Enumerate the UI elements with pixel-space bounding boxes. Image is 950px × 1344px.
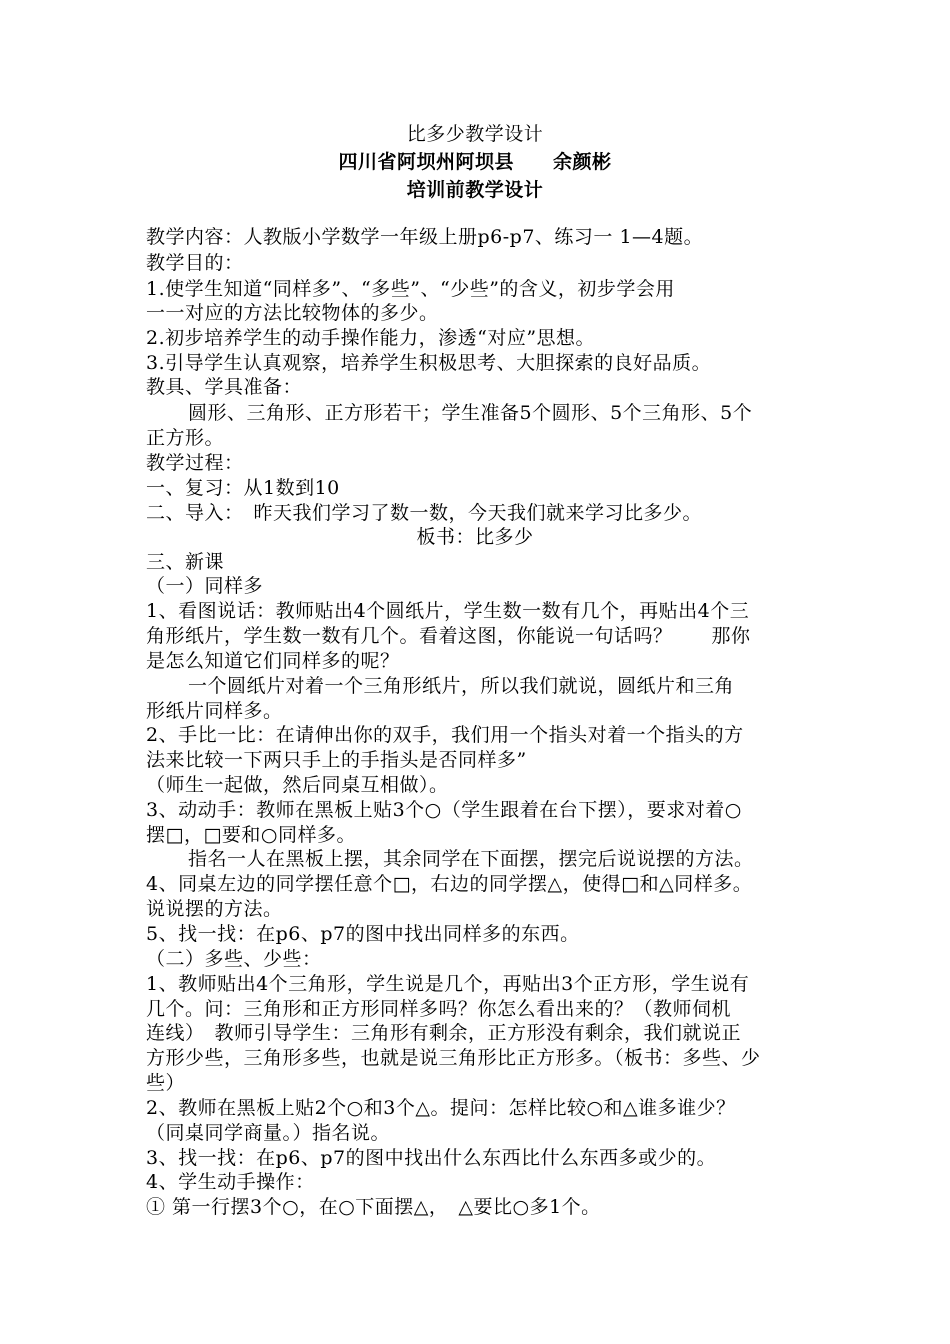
- author-line: 四川省阿坝州阿坝县 余颜彬: [338, 151, 612, 173]
- text-line: 3、找一找：在p6、p7的图中找出什么东西比什么东西多或少的。: [146, 1147, 717, 1169]
- text-line: （一）同样多: [146, 575, 264, 597]
- text-line: 连线） 教师引导学生：三角形有剩余，正方形没有剩余，我们就说正: [146, 1022, 742, 1044]
- text-line: 板书：比多少: [416, 526, 534, 548]
- text-line: 3、动动手：教师在黑板上贴3个○（学生跟着在台下摆），要求对着○: [146, 799, 742, 821]
- text-line: 圆形、三角形、正方形若干；学生准备5个圆形、5个三角形、5个: [188, 402, 753, 424]
- text-line: 一、复习：从1数到10: [146, 477, 340, 499]
- text-line: 法来比较一下两只手上的手指头是否同样多”: [146, 749, 527, 771]
- text-line: 5、找一找：在p6、p7的图中找出同样多的东西。: [146, 923, 580, 945]
- text-line: 3.引导学生认真观察，培养学生积极思考、大胆探索的良好品质。: [146, 352, 712, 374]
- text-line: 方形少些，三角形多些，也就是说三角形比正方形多。（板书：多些、少: [146, 1047, 761, 1069]
- text-line: 4、同桌左边的同学摆任意个□，右边的同学摆△，使得□和△同样多。: [146, 873, 753, 895]
- text-line: 4、学生动手操作：: [146, 1171, 315, 1193]
- text-line: 一一对应的方法比较物体的多少。: [146, 302, 439, 324]
- text-line: 些）: [146, 1072, 186, 1094]
- text-line: 正方形。: [146, 427, 225, 449]
- text-line: 教具、学具准备：: [146, 376, 303, 398]
- text-line: 2、教师在黑板上贴2个○和3个△。提问：怎样比较○和△谁多谁少？: [146, 1097, 736, 1119]
- text-line: 是怎么知道它们同样多的呢？: [146, 650, 400, 672]
- text-line: 角形纸片，学生数一数有几个。看着这图，你能说一句话吗？ 那你: [146, 625, 751, 647]
- text-line: 1、教师贴出4个三角形，学生说是几个，再贴出3个正方形，学生说有: [146, 973, 750, 995]
- text-line: 形纸片同样多。: [146, 700, 283, 722]
- document-title: 比多少教学设计: [406, 123, 544, 145]
- text-line: ① 第一行摆3个○，在○下面摆△， △要比○多1个。: [146, 1196, 601, 1218]
- text-line: 几个。问：三角形和正方形同样多吗？你怎么看出来的？（教师伺机: [146, 998, 732, 1020]
- text-line: （同桌同学商量。）指名说。: [146, 1122, 391, 1144]
- text-line: 2、手比一比：在请伸出你的双手，我们用一个指头对着一个指头的方: [146, 724, 744, 746]
- text-line: （二）多些、少些：: [146, 948, 322, 970]
- text-line: 一个圆纸片对着一个三角形纸片，所以我们就说，圆纸片和三角: [188, 675, 735, 697]
- text-line: 2.初步培养学生的动手操作能力，渗透“对应”思想。: [146, 327, 596, 349]
- text-line: （师生一起做，然后同桌互相做）。: [146, 774, 449, 796]
- text-line: 三、新课: [146, 551, 225, 573]
- text-line: 二、导入： 昨天我们学习了数一数，今天我们就来学习比多少。: [146, 502, 703, 524]
- text-line: 教学过程：: [146, 452, 244, 474]
- text-line: 指名一人在黑板上摆，其余同学在下面摆，摆完后说说摆的方法。: [188, 848, 754, 870]
- text-line: 摆□，□要和○同样多。: [146, 824, 356, 846]
- text-line: 1、看图说话：教师贴出4个圆纸片，学生数一数有几个，再贴出4个三: [146, 600, 750, 622]
- text-line: 1.使学生知道“同样多”、“多些”、“少些”的含义，初步学会用: [146, 278, 675, 300]
- text-line: 说说摆的方法。: [146, 898, 283, 920]
- document-subtitle: 培训前教学设计: [406, 179, 544, 201]
- text-line: 教学目的：: [146, 252, 244, 274]
- text-line: 教学内容：人教版小学数学一年级上册p6-p7、练习一 1—4题。: [146, 226, 704, 248]
